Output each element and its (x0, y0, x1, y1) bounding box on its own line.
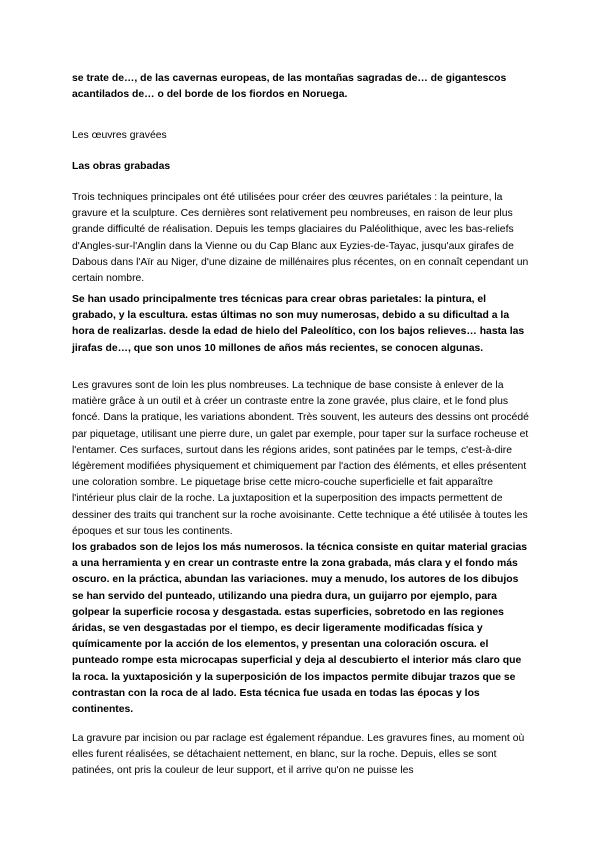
paragraph-1-french: Trois techniques principales ont été utilisées pour créer des œuvres pariétales : la peinture, la gravure et la sculpture. Ces dernières sont relativement peu nombreuses, en raison de leur plus grande difficulté de réalisation. Depuis les temps glaciaires du Paléolithique, avec les bas-reliefs d'Angles-sur-l'Anglin dans la Vienne ou du Cap Blanc aux Eyzies-de-Tayac, jusqu'aux girafes de Dabous dans l'Aïr au Niger, d'une dizaine de millénaires plus récentes, on en connaît cependant un certain nombre. (72, 192, 529, 285)
intro-spanish-paragraph: se trate de…, de las cavernas europeas, de las montañas sagradas de… de gigantescos acantilados de… o del borde de los fiordos en Noruega. (72, 73, 507, 101)
section-heading-french: Les œuvres gravées (72, 130, 167, 141)
paragraph-3-french: La gravure par incision ou par raclage est également répandue. Les gravures fines, au moment où elles furent réalisées, se détachaient nettement, en blanc, sur la roche. Depuis, elles se sont patinées, ont pris la couleur de leur support, et il arrive qu'on ne puisse les (72, 733, 525, 777)
paragraph-2-spanish: los grabados son de lejos los más numerosos. la técnica consiste en quitar material gracias a una herramienta y en crear un contraste entre la zona grabada, más clara y el fondo más oscuro. en la práctica, abundan las variaciones. muy a menudo, los autores de los dibujos se han servido del punteado, utilizando una piedra dura, un guijarro por ejemplo, para golpear la superficie rocosa y desgastada. estas superficies, sobretodo en las regiones áridas, se ven desgastadas por el tiempo, es decir ligeramente modificadas física y químicamente por la acción de los elementos, y presentan una coloración oscura. el punteado rompe esta microcapas superficial y deja al descubierto el interior más claro que la roca. la yuxtaposición y la superposición de los impactos permite dibujar trazos que se contrastan con la roca de al lado. Esta técnica fue usada en todas las épocas y los continentes. (72, 542, 528, 716)
paragraph-1-spanish: Se han usado principalmente tres técnicas para crear obras parietales: la pintura, el grabado, y la escultura. estas últimas no son muy numerosas, debido a su dificultad a la hora de realizarlas. desde la edad de hielo del Paleolítico, con los bajos relieves… hasta las jirafas de…, que son unos 10 millones de años más recientes, se conocen algunas. (72, 294, 525, 354)
paragraph-2-french: Les gravures sont de loin les plus nombreuses. La technique de base consiste à enlever de la matière grâce à un outil et à créer un contraste entre la zone gravée, plus claire, et le fond plus foncé. Dans la pratique, les variations abondent. Très souvent, les auteurs des dessins ont procédé par piquetage, utilisant une pierre dure, un galet par exemple, pour taper sur la surface rocheuse et l'entamer. Ces surfaces, surtout dans les régions arides, sont patinées par le temps, c'est-à-dire légèrement modifiées physiquement et chimiquement par l'action des éléments, et elles présentent une coloration sombre. Le piquetage brise cette micro-couche superficielle et fait apparaître l'intérieur plus clair de la roche. La juxtaposition et la superposition des impacts permettent de dessiner des traits qui tranchent sur la roche avoisinante. Cette technique a été utilisée à toutes les époques et sur tous les continents. (72, 380, 529, 537)
section-heading-spanish: Las obras grabadas (72, 161, 171, 172)
